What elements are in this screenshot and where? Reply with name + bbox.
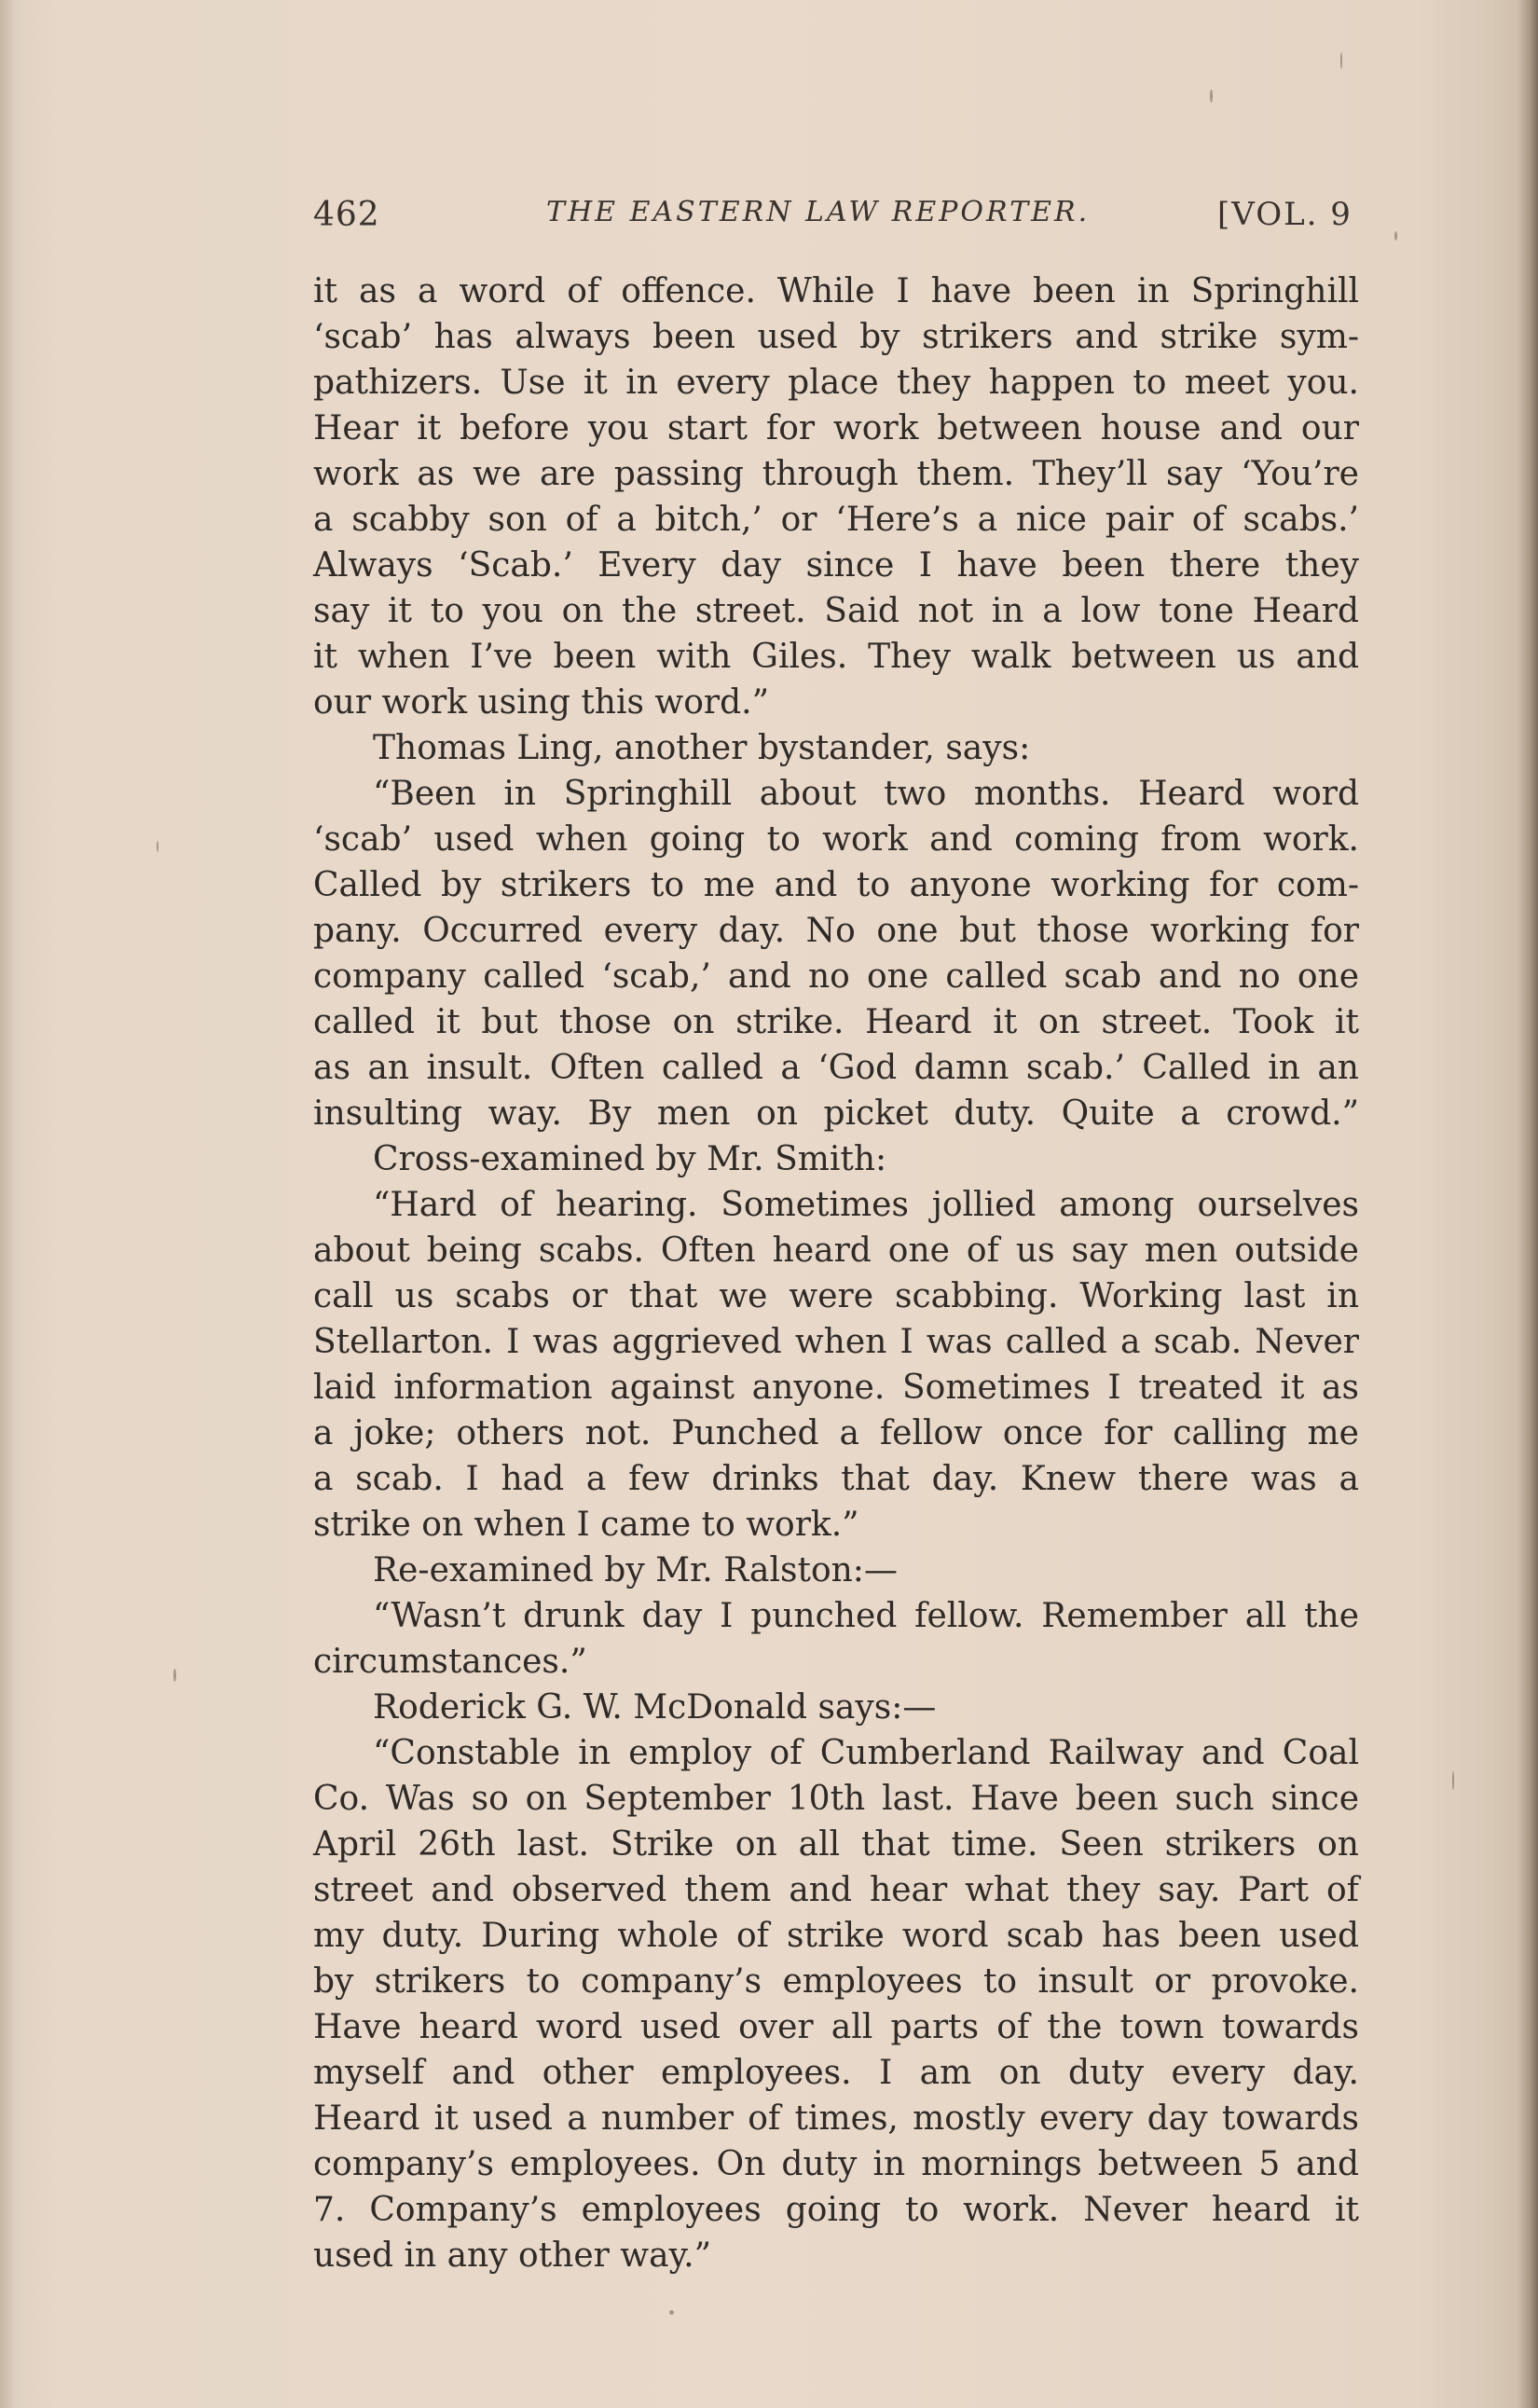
text-line: laid information against anyone. Sometimes I treated it as bbox=[313, 1369, 1359, 1407]
text-line: Thomas Ling, another bystander, says: bbox=[373, 729, 1031, 767]
text-line: Cross-examined by Mr. Smith: bbox=[373, 1140, 887, 1178]
text-line: our work using this word.” bbox=[313, 683, 769, 722]
text-line: a scabby son of a bitch,’ or ‘Here’s a nice pair of scabs.’ bbox=[313, 501, 1359, 539]
text-line: a scab. I had a few drinks that day. Knew there was a bbox=[313, 1460, 1359, 1498]
page-left-edge bbox=[0, 0, 17, 2408]
body-text bbox=[313, 268, 1359, 2278]
text-line: pany. Occurred every day. No one but those working for bbox=[313, 912, 1359, 950]
text-line: a joke; others not. Punched a fellow once for calling me bbox=[313, 1414, 1359, 1452]
text-line: insulting way. By men on picket duty. Quite a crowd.” bbox=[313, 1094, 1359, 1133]
page-number: 462 bbox=[313, 196, 380, 234]
text-line: used in any other way.” bbox=[313, 2236, 711, 2275]
page-header bbox=[313, 196, 1366, 248]
text-line: Called by strikers to me and to anyone working for com- bbox=[313, 866, 1359, 904]
text-line: strike on when I came to work.” bbox=[313, 1506, 859, 1544]
text-line: say it to you on the street. Said not in a low tone Heard bbox=[313, 592, 1359, 630]
volume-label: [VOL. 9 bbox=[1217, 196, 1353, 233]
text-line: ‘scab’ used when going to work and coming from work. bbox=[313, 820, 1359, 859]
text-line: “Wasn’t drunk day I punched fellow. Remember all the bbox=[373, 1597, 1359, 1635]
text-line: April 26th last. Strike on all that time. Seen strikers on bbox=[313, 1825, 1359, 1864]
text-line: company called ‘scab,’ and no one called scab and no one bbox=[313, 957, 1359, 996]
running-title: THE EASTERN LAW REPORTER. bbox=[546, 196, 1091, 228]
text-line: my duty. During whole of strike word scab has been used bbox=[313, 1917, 1359, 1955]
text-line: Always ‘Scab.’ Every day since I have been there they bbox=[313, 546, 1359, 585]
text-line: by strikers to company’s employees to insult or provoke. bbox=[313, 1962, 1359, 2001]
text-line: Co. Was so on September 10th last. Have been such since bbox=[313, 1780, 1359, 1818]
text-line: it as a word of offence. While I have been in Springhill bbox=[313, 272, 1359, 310]
text-line: work as we are passing through them. They’ll say ‘You’re bbox=[313, 455, 1359, 493]
text-line: call us scabs or that we were scabbing. Working last in bbox=[313, 1277, 1359, 1315]
paper-speck bbox=[1210, 89, 1213, 103]
text-line: pathizers. Use it in every place they happen to meet you. bbox=[313, 364, 1359, 402]
text-line: “Been in Springhill about two months. Heard word bbox=[373, 775, 1359, 813]
text-line: it when I’ve been with Giles. They walk between us and bbox=[313, 638, 1359, 676]
text-line: myself and other employees. I am on duty every day. bbox=[313, 2054, 1359, 2092]
text-line: circumstances.” bbox=[313, 1643, 587, 1681]
text-line: ‘scab’ has always been used by strikers and strike sym- bbox=[313, 318, 1359, 356]
paper-speck bbox=[1340, 52, 1342, 69]
text-line: Heard it used a number of times, mostly every day towards bbox=[313, 2099, 1359, 2138]
paper-speck bbox=[669, 2310, 674, 2315]
text-line: “Constable in employ of Cumberland Railway and Coal bbox=[373, 1734, 1359, 1772]
text-line: 7. Company’s employees going to work. Never heard it bbox=[313, 2191, 1359, 2229]
text-line: “Hard of hearing. Sometimes jollied among ourselves bbox=[373, 1186, 1359, 1224]
paper-speck bbox=[173, 1669, 176, 1682]
text-line: Roderick G. W. McDonald says:— bbox=[373, 1688, 937, 1727]
text-line: Re-examined by Mr. Ralston:— bbox=[373, 1551, 898, 1589]
page-right-edge bbox=[1517, 0, 1538, 2408]
paper-speck bbox=[157, 841, 158, 852]
text-line: about being scabs. Often heard one of us say men outside bbox=[313, 1232, 1359, 1270]
text-line: street and observed them and hear what they say. Part of bbox=[313, 1871, 1359, 1909]
text-line: Hear it before you start for work between house and our bbox=[313, 409, 1359, 447]
text-line: Have heard word used over all parts of the town towards bbox=[313, 2008, 1359, 2046]
paper-speck bbox=[1394, 231, 1397, 241]
text-line: as an insult. Often called a ‘God damn scab.’ Called in an bbox=[313, 1049, 1359, 1087]
text-line: company’s employees. On duty in mornings between 5 and bbox=[313, 2145, 1359, 2183]
text-line: Stellarton. I was aggrieved when I was called a scab. Never bbox=[313, 1323, 1359, 1361]
paper-speck bbox=[1452, 1771, 1454, 1790]
text-line: called it but those on strike. Heard it on street. Took it bbox=[313, 1003, 1359, 1041]
